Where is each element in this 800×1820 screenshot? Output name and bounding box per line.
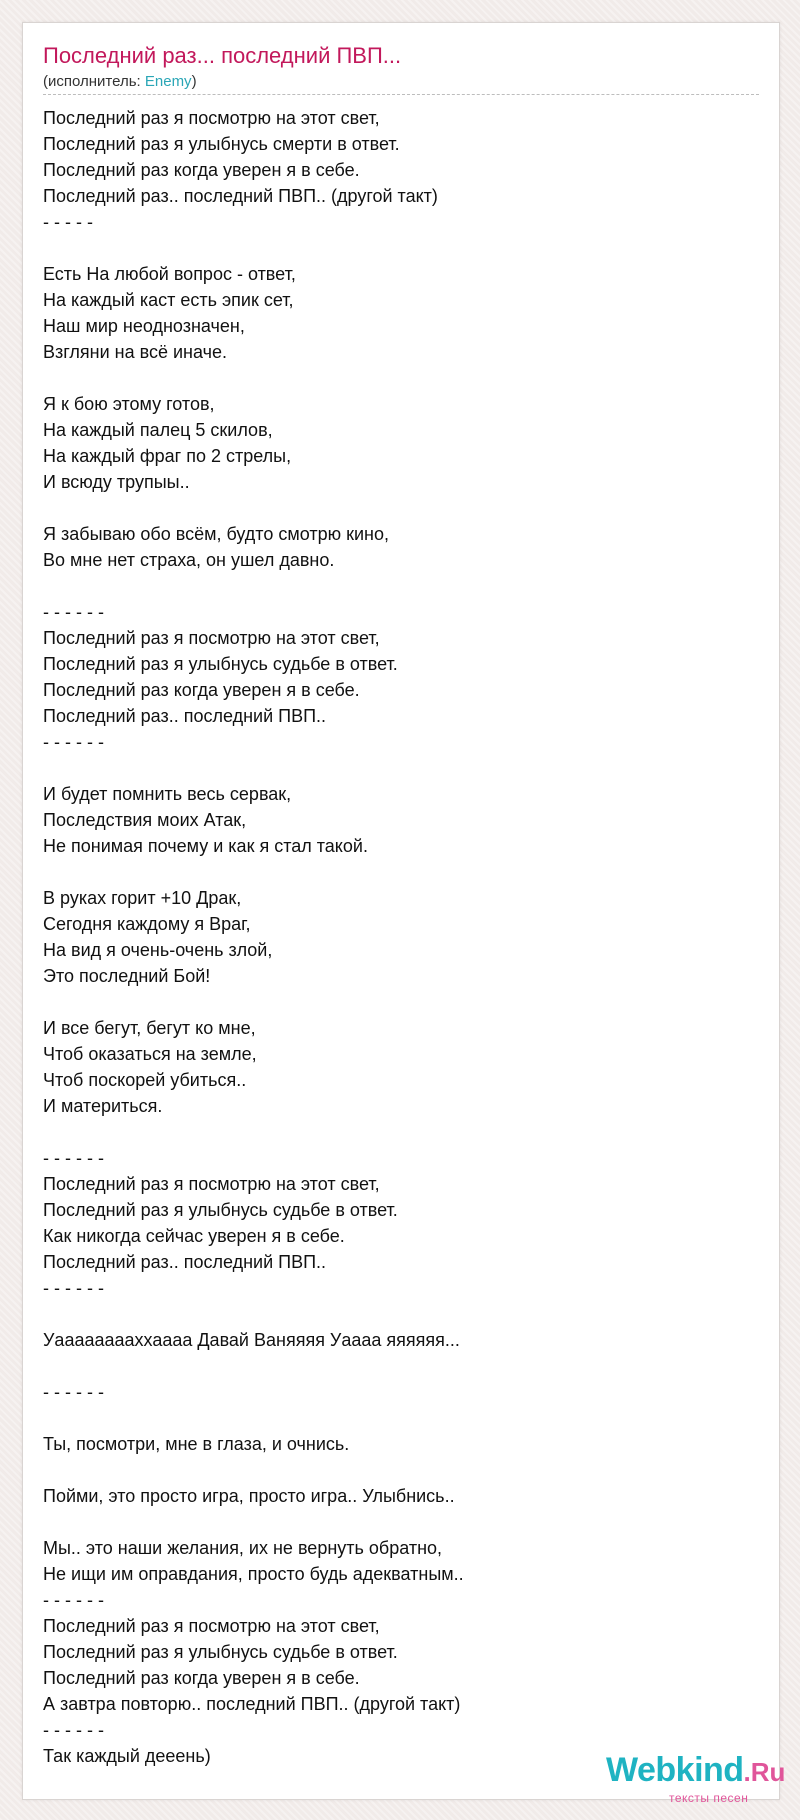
lyric-line: Последний раз я посмотрю на этот свет, xyxy=(43,1174,380,1194)
lyric-line: Ты, посмотри, мне в глаза, и очнись. xyxy=(43,1434,350,1454)
lyric-line: Наш мир неоднозначен, xyxy=(43,316,245,336)
verse-separator: - - - - - xyxy=(43,212,93,232)
lyric-line: И все бегут, бегут ко мне, xyxy=(43,1018,256,1038)
lyric-line: Последствия моих Атак, xyxy=(43,810,247,830)
verse-separator: - - - - - - xyxy=(43,1720,104,1740)
lyric-line: На каждый палец 5 скилов, xyxy=(43,420,273,440)
logo-tld: .Ru xyxy=(743,1757,786,1787)
lyric-line: Есть На любой вопрос - ответ, xyxy=(43,264,296,284)
lyric-line: Чтоб поскорей убиться.. xyxy=(43,1070,247,1090)
lyrics-text xyxy=(43,105,759,1769)
lyric-line: Чтоб оказаться на земле, xyxy=(43,1044,257,1064)
artist-byline xyxy=(43,73,197,90)
lyric-line: Последний раз я улыбнусь смерти в ответ. xyxy=(43,134,400,154)
lyric-line: На каждый фраг по 2 стрелы, xyxy=(43,446,292,466)
lyric-line: Взгляни на всё иначе. xyxy=(43,342,227,362)
blank-line xyxy=(43,1405,759,1431)
lyric-line: А завтра повторю.. последний ПВП.. (другой такт) xyxy=(43,1694,461,1714)
blank-line xyxy=(43,495,759,521)
lyric-line: Последний раз.. последний ПВП.. xyxy=(43,706,327,726)
title-divider xyxy=(43,94,759,95)
lyric-line: Последний раз я посмотрю на этот свет, xyxy=(43,108,380,128)
blank-line xyxy=(43,1353,759,1379)
lyric-line: На вид я очень-очень злой, xyxy=(43,940,273,960)
page-title: Последний раз... последний ПВП... xyxy=(43,43,402,68)
verse-separator: - - - - - - xyxy=(43,732,104,752)
verse-separator: - - - - - - xyxy=(43,602,104,622)
blank-line xyxy=(43,1119,759,1145)
lyric-line: Как никогда сейчас уверен я в себе. xyxy=(43,1226,345,1246)
blank-line xyxy=(43,573,759,599)
lyric-line: Сегодня каждому я Враг, xyxy=(43,914,251,934)
blank-line xyxy=(43,1301,759,1327)
byline-suffix: ) xyxy=(191,73,197,90)
lyric-line: Последний раз я улыбнусь судьбе в ответ. xyxy=(43,1642,398,1662)
lyrics-card xyxy=(22,22,786,1805)
blank-line xyxy=(43,1457,759,1483)
lyric-line: Во мне нет страха, он ушел давно. xyxy=(43,550,335,570)
verse-separator: - - - - - - xyxy=(43,1382,104,1402)
lyric-line: Так каждый дееень) xyxy=(43,1746,211,1766)
webkind-logo[interactable] xyxy=(606,1751,786,1805)
logo-tagline: тексты песен xyxy=(669,1791,749,1805)
lyric-line: Последний раз я улыбнусь судьбе в ответ. xyxy=(43,654,398,674)
lyric-line: Я забываю обо всём, будто смотрю кино, xyxy=(43,524,389,544)
lyric-line: Последний раз я посмотрю на этот свет, xyxy=(43,1616,380,1636)
lyric-line: В руках горит +10 Драк, xyxy=(43,888,242,908)
lyric-line: И будет помнить весь сервак, xyxy=(43,784,292,804)
lyric-line: Последний раз когда уверен я в себе. xyxy=(43,1668,360,1688)
lyric-line: Мы.. это наши желания, их не вернуть обратно, xyxy=(43,1538,443,1558)
blank-line xyxy=(43,235,759,261)
lyric-line: Пойми, это просто игра, просто игра.. Улыбнись.. xyxy=(43,1486,455,1506)
lyric-line: Последний раз.. последний ПВП.. (другой такт) xyxy=(43,186,438,206)
lyric-line: Уааааааааххаааа Давай Ваняяяя Уаааа яяяяяя... xyxy=(43,1330,460,1350)
lyric-line: И материться. xyxy=(43,1096,163,1116)
blank-line xyxy=(43,755,759,781)
blank-line xyxy=(43,859,759,885)
lyric-line: Последний раз когда уверен я в себе. xyxy=(43,680,360,700)
lyric-line: Последний раз я улыбнусь судьбе в ответ. xyxy=(43,1200,398,1220)
lyric-line: И всюду трупыы.. xyxy=(43,472,190,492)
lyric-line: Последний раз когда уверен я в себе. xyxy=(43,160,360,180)
lyric-line: Последний раз.. последний ПВП.. xyxy=(43,1252,327,1272)
blank-line xyxy=(43,1509,759,1535)
blank-line xyxy=(43,365,759,391)
lyric-line: Это последний Бой! xyxy=(43,966,211,986)
artist-link[interactable]: Enemy xyxy=(144,73,192,90)
verse-separator: - - - - - - xyxy=(43,1590,104,1610)
verse-separator: - - - - - - xyxy=(43,1148,104,1168)
lyric-line: Не ищи им оправдания, просто будь адекватным.. xyxy=(43,1564,464,1584)
logo-name: Webkind xyxy=(606,1751,744,1789)
lyric-line: Не понимая почему и как я стал такой. xyxy=(43,836,368,856)
lyric-line: Я к бою этому готов, xyxy=(43,394,215,414)
byline-prefix: (исполнитель: xyxy=(43,73,145,90)
blank-line xyxy=(43,989,759,1015)
lyric-line: Последний раз я посмотрю на этот свет, xyxy=(43,628,380,648)
lyric-line: На каждый каст есть эпик сет, xyxy=(43,290,294,310)
verse-separator: - - - - - - xyxy=(43,1278,104,1298)
